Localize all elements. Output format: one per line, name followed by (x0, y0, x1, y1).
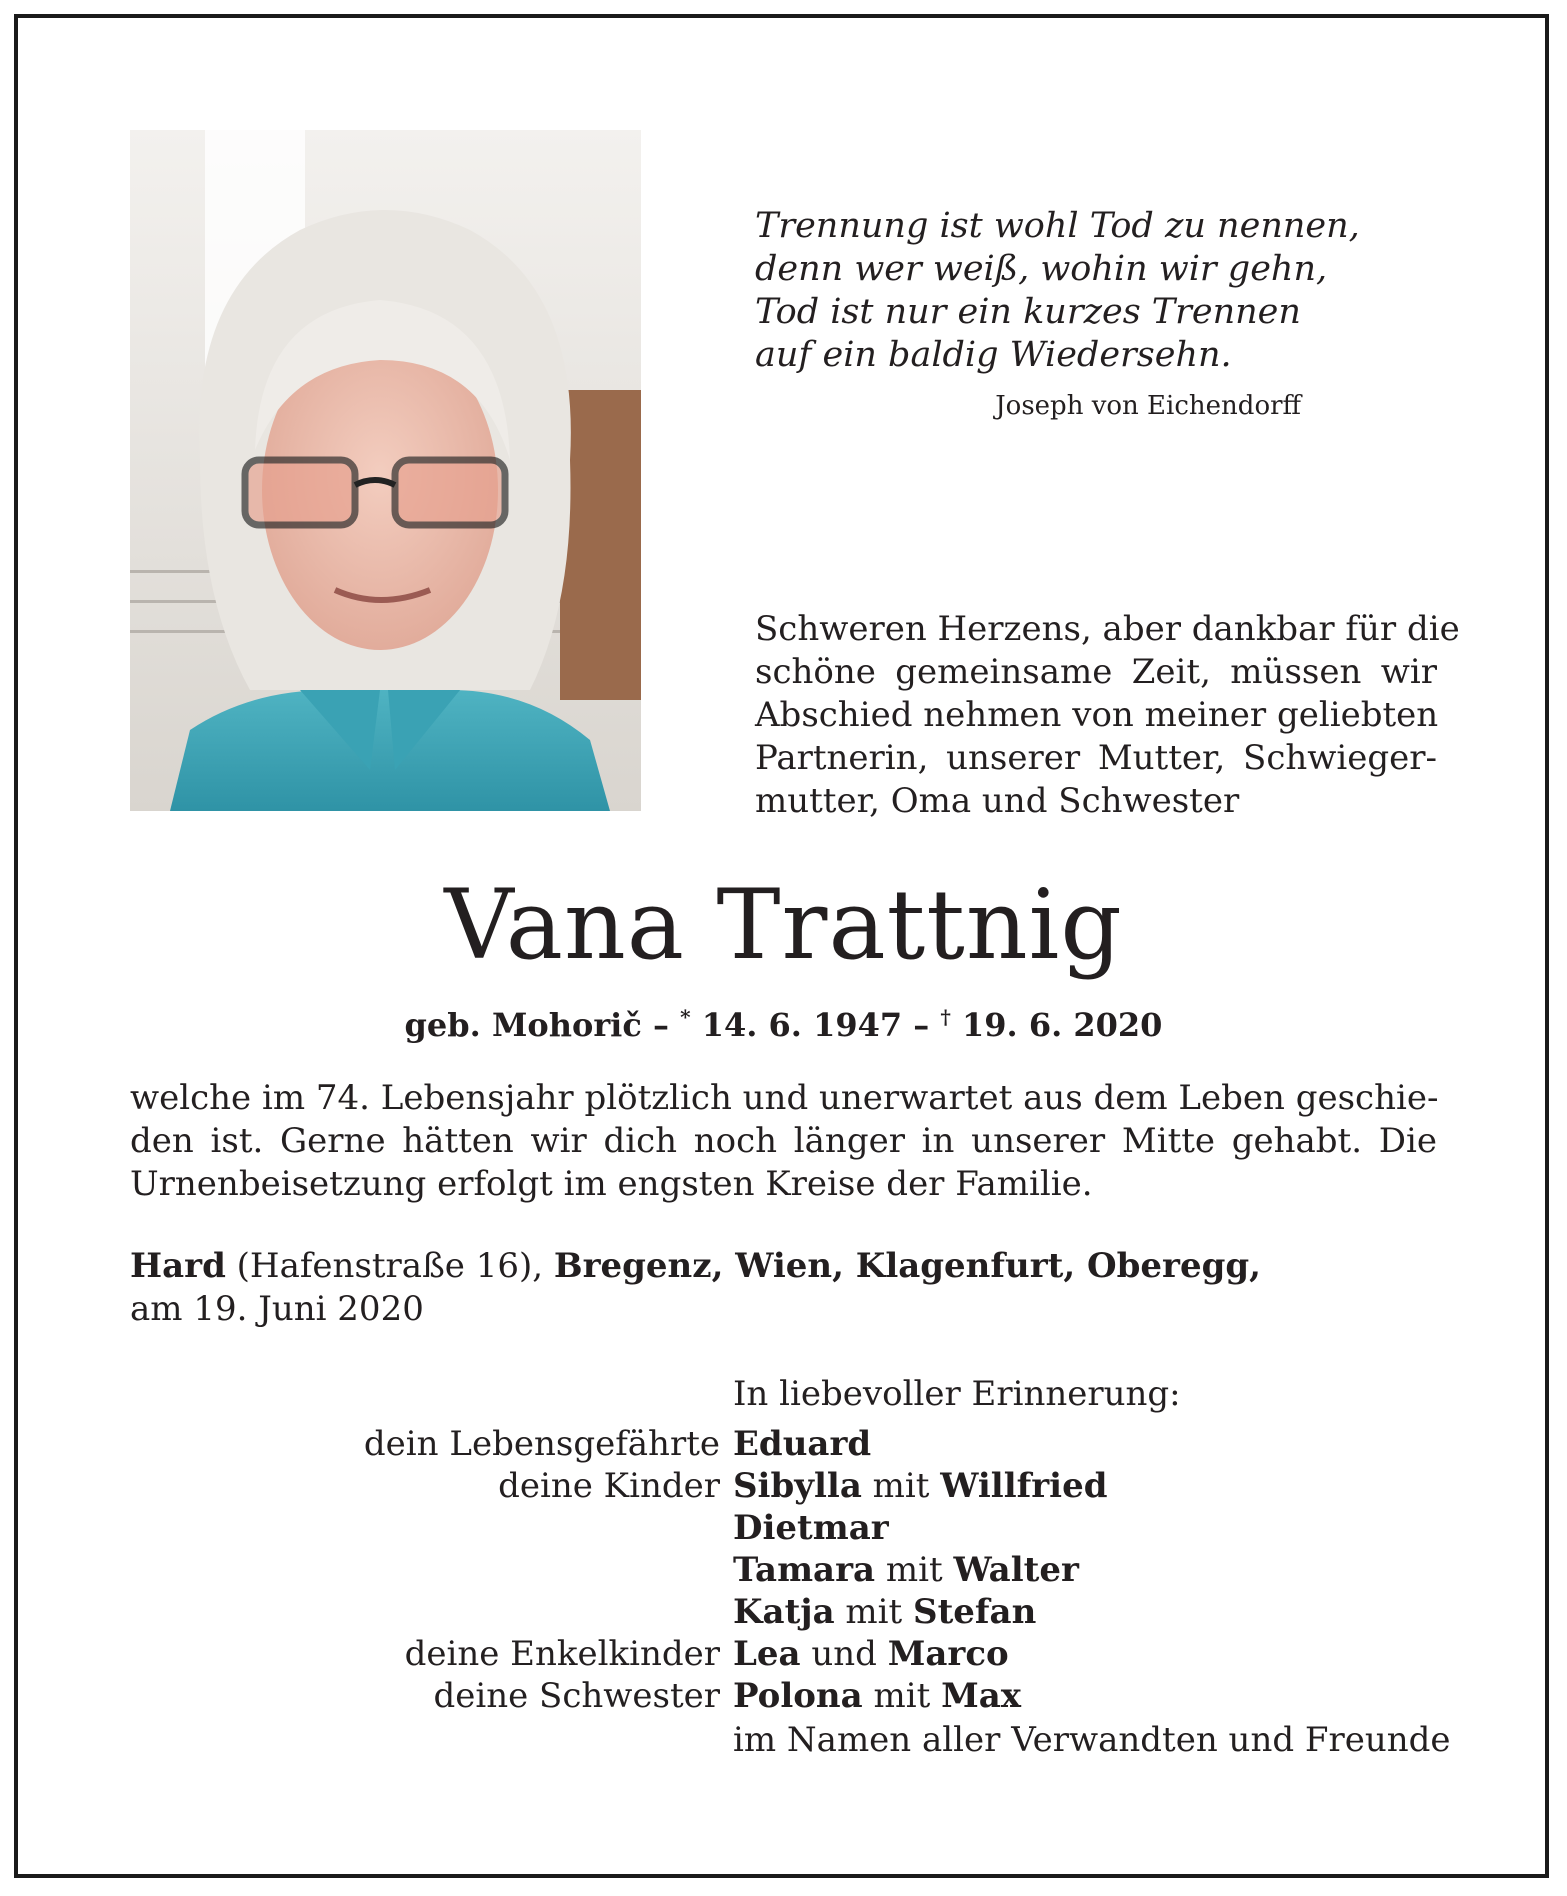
closing-line: im Namen aller Verwandten und Freunde (733, 1720, 1451, 1760)
names (733, 1591, 1036, 1633)
joiner: mit (875, 1550, 954, 1590)
family-row (130, 1675, 1470, 1717)
family-list (130, 1423, 1470, 1717)
poem-quote (755, 205, 1360, 377)
relation (130, 1549, 733, 1591)
poem-line: Tod ist nur ein kurzes Trennen (755, 292, 1301, 332)
name: Max (941, 1676, 1022, 1716)
family-row (130, 1549, 1470, 1591)
date-line: am 19. Juni 2020 (130, 1289, 424, 1329)
names (733, 1549, 1079, 1591)
relation (130, 1507, 733, 1549)
family-row (130, 1591, 1470, 1633)
address: (Hafenstraße 16), (225, 1246, 554, 1286)
intro-line: Abschied nehmen von meiner geliebten (755, 695, 1439, 735)
name: Dietmar (733, 1508, 889, 1548)
deceased-name: Vana Trattnig (444, 869, 1123, 981)
family-row (130, 1465, 1470, 1507)
name: Eduard (733, 1424, 872, 1464)
name: Polona (733, 1676, 863, 1716)
name: Sibylla (733, 1466, 862, 1506)
family-row (130, 1423, 1470, 1465)
names (733, 1423, 871, 1465)
relation: deine Kinder (498, 1466, 720, 1506)
name: Walter (953, 1550, 1079, 1590)
name: Marco (887, 1634, 1009, 1674)
life-dates (0, 997, 1567, 1045)
joiner: mit (861, 1466, 941, 1506)
name: Willfried (940, 1466, 1108, 1506)
intro-line: mutter, Oma und Schwester (755, 781, 1240, 821)
family-row (130, 1507, 1470, 1549)
death-date: 19. 6. 2020 (950, 1006, 1163, 1044)
name: Stefan (913, 1592, 1037, 1632)
relation (130, 1591, 733, 1633)
birth-date: 14. 6. 1947 (690, 1006, 903, 1044)
poem-line: Trennung ist wohl Tod zu nennen, (755, 206, 1360, 246)
place-and-date (130, 1245, 1261, 1331)
family-row (130, 1633, 1470, 1675)
body-line: den ist. Gerne hätten wir dich noch länger in unserer Mitte gehabt. Die (130, 1121, 1437, 1161)
intro-line: Partnerin, unserer Mutter, Schwieger- (755, 738, 1437, 778)
birth-symbol: * (680, 1005, 691, 1029)
dash: – (641, 1006, 681, 1044)
intro-line: schöne gemeinsame Zeit, müssen wir (755, 652, 1437, 692)
town: Hard (130, 1246, 226, 1286)
names (733, 1675, 1021, 1717)
poem-line: denn wer weiß, wohin wir gehn, (755, 249, 1328, 289)
joiner: und (800, 1634, 888, 1674)
poem-line: auf ein baldig Wiedersehn. (755, 335, 1232, 375)
names (733, 1465, 1107, 1507)
place-line (130, 1245, 1261, 1288)
intro-line: Schweren Herzens, aber dankbar für die (755, 609, 1460, 649)
joiner: mit (834, 1592, 914, 1632)
memory-heading: In liebevoller Erinnerung: (733, 1374, 1181, 1414)
towns: Bregenz, Wien, Klagenfurt, Oberegg, (553, 1246, 1261, 1286)
name: Tamara (733, 1550, 876, 1590)
relation: deine Schwester (433, 1676, 720, 1716)
joiner: mit (862, 1676, 942, 1716)
relation: dein Lebensgefährte (363, 1424, 720, 1464)
body-text (130, 1077, 1437, 1206)
dash: – (902, 1006, 941, 1044)
relation: deine Enkelkinder (404, 1634, 720, 1674)
portrait-photo (130, 130, 641, 811)
name: Lea (733, 1634, 801, 1674)
names (733, 1633, 1009, 1675)
body-line: Urnenbeisetzung erfolgt im engsten Kreise der Familie. (130, 1164, 1093, 1204)
intro-text (755, 608, 1460, 823)
name: Katja (733, 1592, 835, 1632)
names (733, 1507, 889, 1549)
death-symbol: † (940, 1005, 951, 1029)
quote-author: Joseph von Eichendorff (995, 391, 1301, 421)
body-line: welche im 74. Lebensjahr plötzlich und unerwartet aus dem Leben geschie- (130, 1078, 1439, 1118)
maiden-name: geb. Mohorič (404, 1006, 642, 1044)
